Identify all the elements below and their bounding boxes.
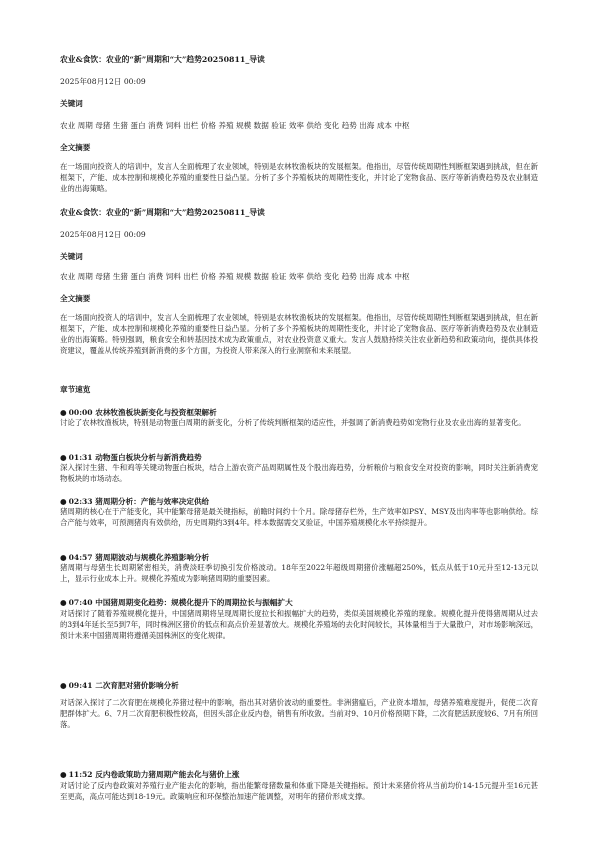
bullet-dot-icon: ● bbox=[60, 681, 67, 690]
chapter-heading: ● 00:00 农林牧渔板块新变化与投资框架解析 bbox=[60, 408, 217, 417]
summary-text: 在一场面向投资人的培训中，发言人全面梳理了农业领域，特别是农林牧渔板块的发展框架。他指出，尽管传统周期性判断框架遇到挑战，但在新框架下，产能、成本控制和规模化养殖的重要性日益凸显。分析了多个养殖板块的周期性变化，并讨论了宠物食品、医疗等新消费趋势及农业制造业的出海策略。 bbox=[60, 162, 538, 193]
chapter-body: 对话探讨了随着养殖规模化提升，中国猪周期将呈现周期长度拉长和振幅扩大的趋势，类似美国规模化养殖的现象。规模化提升使得猪周期从过去的3到4年延长至5到7年，同时株洲区猪价的低点和高点价差显著放大。规模化养殖场的去化时间较长，其体量相当于大量散户，对市场影响深远，预计未来中国猪周期将遵循美国株洲区的变化规律。 bbox=[60, 609, 538, 640]
chapter-body: 猪周期与母猪生长周期紧密相关，消费淡旺季切换引发价格波动。18年至2022年超级周期猪价涨幅超250%，低点从低于10元升至12-13元以上，显示行业成本上升。规模化养殖成为影响猪周期的重要因素。 bbox=[60, 563, 538, 583]
chapter-body: 深入探讨生猪、牛和鸡等关键动物蛋白板块，结合上游农资产品周期属性及个股出海趋势，分析粮价与粮食安全对投资的影响，同时关注新消费宠物板块的市场动态。 bbox=[60, 463, 538, 483]
bullet-dot-icon: ● bbox=[60, 553, 67, 562]
bullet-dot-icon: ● bbox=[60, 497, 67, 506]
chapter-body: 对话深入探讨了二次育肥在规模化养猪过程中的影响，指出其对猪价波动的重要性。非洲猪瘟后，产业资本增加，母猪养殖难度提升，促使二次育肥群体扩大。6、7月二次育肥积极性较高，但因头部企业反内卷，销售有所收敛。当前对9、10月价格预期下降，二次育肥活跃度较6、7月有所回落。 bbox=[60, 698, 538, 729]
chapter-heading: ● 11:52 反内卷政策助力猪周期产能去化与猪价上涨 bbox=[60, 770, 240, 779]
chapter-body: 对话讨论了反内卷政策对养殖行业产能去化的影响，指出能繁母猪数量和体重下降是关键指标。预计未来猪价将从当前均价14-15元提升至16元甚至更高，高点可能达到18-19元。政策响应和环保整治加速产能调整，对明年的猪价形成支撑。 bbox=[60, 781, 538, 801]
bullet-dot-icon: ● bbox=[60, 598, 67, 607]
keywords-heading: 关键词 bbox=[60, 252, 83, 261]
doc-datetime: 2025年08月12日 00:09 bbox=[60, 230, 146, 239]
keywords-heading: 关键词 bbox=[60, 99, 83, 108]
chapter-heading: ● 07:40 中国猪周期变化趋势：规模化提升下的周期拉长与振幅扩大 bbox=[60, 598, 293, 607]
chapter-heading: ● 01:31 动物蛋白板块分析与新消费趋势 bbox=[60, 453, 202, 462]
bullet-dot-icon: ● bbox=[60, 453, 67, 462]
chapter-heading: ● 04:57 猪周期波动与规模化养殖影响分析 bbox=[60, 553, 210, 562]
chapter-heading: ● 09:41 二次育肥对猪价影响分析 bbox=[60, 681, 179, 690]
chapters-heading: 章节速览 bbox=[60, 385, 91, 394]
summary-heading: 全文摘要 bbox=[60, 294, 91, 303]
doc-title: 农业&食饮：农业的“新”周期和“大”趋势20250811_导读 bbox=[60, 55, 265, 64]
doc-datetime: 2025年08月12日 00:09 bbox=[60, 77, 146, 86]
chapter-heading: ● 02:33 猪周期分析：产能与效率决定供给 bbox=[60, 497, 210, 506]
keywords-list: 农业 周期 母猪 生猪 蛋白 消费 饲料 出栏 价格 养殖 规模 数据 验证 效率 供给 变化 趋势 出海 成本 中枢 bbox=[60, 121, 410, 130]
summary-text: 在一场面向投资人的培训中，发言人全面梳理了农业领域，特别是农林牧渔板块的发展框架。他指出，尽管传统周期性判断框架遇到挑战，但在新框架下，产能、成本控制和规模化养殖的重要性日益凸显。分析了多个养殖板块的周期性变化，并讨论了宠物食品、医疗等新消费趋势及农业制造业的出海策略。特别强调，粮食安全和转基因技术成为政策重点，对农业投资意义重大。发言人鼓励持续关注农业新趋势和政策动向，提供具体投资建议，覆盖从传统养殖到新消费的多个方面，为投资人带来深入的行业洞察和未来展望。 bbox=[60, 313, 538, 355]
doc-title: 农业&食饮：农业的“新”周期和“大”趋势20250811_导读 bbox=[60, 208, 265, 217]
chapter-body: 讨论了农林牧渔板块，特别是动物蛋白周期的新变化，分析了传统判断框架的适应性，并强调了新消费趋势如宠物行业及农业出海的显著变化。 bbox=[60, 418, 526, 427]
bullet-dot-icon: ● bbox=[60, 770, 67, 779]
chapter-body: 猪周期的核心在于产能变化，其中能繁母猪是最关键指标，前瞻时间约十个月。除母猪存栏外，生产效率如PSY、MSY及出肉率等也影响供给。综合产能与效率，可预测猪肉有效供给，历史周期约3到4年。样本数据需交叉验证，中国养殖规模化水平持续提升。 bbox=[60, 507, 538, 527]
keywords-list: 农业 周期 母猪 生猪 蛋白 消费 饲料 出栏 价格 养殖 规模 数据 验证 效率 供给 变化 趋势 出海 成本 中枢 bbox=[60, 272, 410, 281]
summary-heading: 全文摘要 bbox=[60, 143, 91, 152]
bullet-dot-icon: ● bbox=[60, 408, 67, 417]
